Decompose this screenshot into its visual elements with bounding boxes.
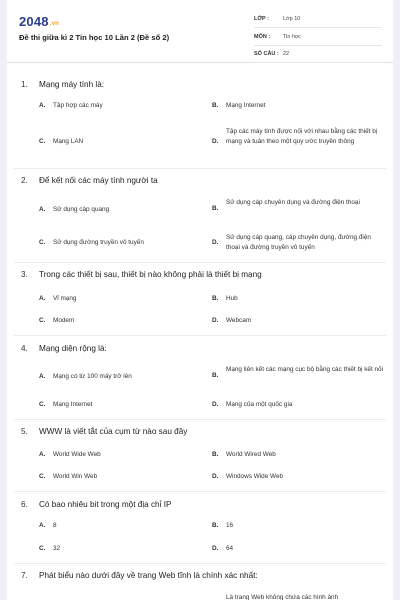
option-d[interactable] <box>212 233 384 255</box>
meta-value: Lớp 10 <box>283 16 301 22</box>
meta-row-class <box>254 12 382 28</box>
question-text: Để kết nối các máy tính người ta <box>39 176 158 185</box>
question-text: Mạng máy tính là: <box>39 80 105 89</box>
option-text: World Wired Web <box>226 451 276 458</box>
option-text: Mạng LAN <box>53 138 84 145</box>
option-text: Mạng liên kết các mạng cục bộ bằng các thiết bị kết nối <box>226 366 384 373</box>
option-letter: A. <box>39 206 46 213</box>
option-letter: A. <box>39 451 46 458</box>
question-text: Mạng diện rộng là: <box>39 344 107 353</box>
option-letter: B. <box>212 372 219 379</box>
question-number: 2. <box>21 176 28 185</box>
question-title <box>21 80 104 89</box>
divider <box>14 335 386 336</box>
option-letter: B. <box>212 102 219 109</box>
option-text: Windows Wide Web <box>226 473 284 480</box>
option-letter: B. <box>212 205 219 212</box>
option-letter: C. <box>39 473 46 480</box>
option-text: Mạng của một quốc gia <box>226 401 293 408</box>
option-letter: D. <box>212 138 219 145</box>
option-text: Mạng Internet <box>226 102 266 109</box>
option-text: Là trang Web không chứa các hình ảnh <box>226 594 339 600</box>
option-text: Sử dụng cáp quang <box>53 206 110 213</box>
option-letter: C. <box>39 239 46 246</box>
option-d[interactable] <box>212 127 384 159</box>
option-letter: D. <box>212 239 219 246</box>
option-letter: C. <box>39 545 46 552</box>
divider <box>14 419 386 420</box>
divider <box>14 262 386 263</box>
meta-row-subject <box>254 30 382 46</box>
option-b[interactable] <box>212 365 384 387</box>
question-title <box>21 571 258 580</box>
meta-row-count <box>254 47 382 63</box>
question-title <box>21 270 262 279</box>
option-letter: C. <box>39 401 46 408</box>
question-text: WWW là viết tắt của cụm từ nào sau đây <box>39 427 188 436</box>
meta-value: 22 <box>283 51 290 57</box>
option-text: Modem <box>53 317 75 324</box>
question-text: Có bao nhiêu bit trong một địa chỉ IP <box>39 500 172 509</box>
meta-key: LỚP : <box>254 16 269 22</box>
question-title <box>21 500 171 509</box>
divider <box>14 491 386 492</box>
option-letter: A. <box>39 373 46 380</box>
option-text: 16 <box>226 522 234 529</box>
option-text: Tập hợp các máy <box>53 102 103 109</box>
option-text: Hub <box>226 295 238 302</box>
question-number: 7. <box>21 571 28 580</box>
option-letter: B. <box>212 522 219 529</box>
option-letter: D. <box>212 317 219 324</box>
question-title <box>21 176 158 185</box>
divider <box>14 563 386 564</box>
option-letter: D. <box>212 473 219 480</box>
meta-value: Tin học <box>283 33 301 40</box>
option-b[interactable] <box>212 198 384 220</box>
option-letter: C. <box>39 317 46 324</box>
option-text: 32 <box>53 545 61 552</box>
option-text: 8 <box>53 522 57 529</box>
option-text: Mạng Internet <box>53 401 93 408</box>
meta-key: SỐ CÂU : <box>254 51 279 57</box>
question-text: Phát biểu nào dưới đây về trang Web tĩnh là chính xác nhất: <box>39 571 258 580</box>
option-letter: A. <box>39 295 46 302</box>
option-letter: D. <box>212 545 219 552</box>
option-text: Sử dụng cáp quang, cáp chuyên dụng, đường điện thoại và đường truyền vô tuyến <box>226 234 371 251</box>
meta-key: MÔN : <box>254 33 271 40</box>
option-text: Sử dụng cáp chuyên dụng và đường điện thoại <box>226 199 360 206</box>
option-text: Vỉ mạng <box>53 295 77 302</box>
question-title <box>21 427 187 436</box>
question-number: 1. <box>21 80 28 89</box>
option-letter: B. <box>212 295 219 302</box>
exam-meta <box>254 12 382 65</box>
question-title <box>21 344 107 353</box>
question-number: 5. <box>21 427 28 436</box>
option-letter: D. <box>212 401 219 408</box>
question-number: 6. <box>21 500 28 509</box>
option-letter: B. <box>212 451 219 458</box>
option-letter: C. <box>39 138 46 145</box>
option-text: Mạng có từ 100 máy trở lên <box>53 373 132 380</box>
exam-header <box>7 0 393 63</box>
option-text: Tập các máy tính được nối với nhau bằng các thiết bị mạng và tuân theo một quy ước truyền thông <box>226 128 378 145</box>
logo-suffix: .vn <box>49 21 60 27</box>
option-text: World Win Web <box>53 473 98 480</box>
site-logo[interactable] <box>19 14 59 29</box>
option-text: World Wide Web <box>53 451 101 458</box>
question-number: 3. <box>21 270 28 279</box>
option-letter: A. <box>39 102 46 109</box>
option-letter: A. <box>39 522 46 529</box>
exam-title: Đề thi giữa kì 2 Tin học 10 Lần 2 (Đề số 2) <box>19 33 170 42</box>
logo-text: 2048 <box>19 14 49 29</box>
question-text: Trong các thiết bị sau, thiết bị nào không phải là thiết bị mạng <box>39 270 262 279</box>
option-text: 64 <box>226 545 234 552</box>
exam-page <box>7 0 393 600</box>
option-text: Sử dụng đường truyền vô tuyến <box>53 239 144 246</box>
question-number: 4. <box>21 344 28 353</box>
option-text: Webcam <box>226 317 252 324</box>
divider <box>14 168 386 169</box>
